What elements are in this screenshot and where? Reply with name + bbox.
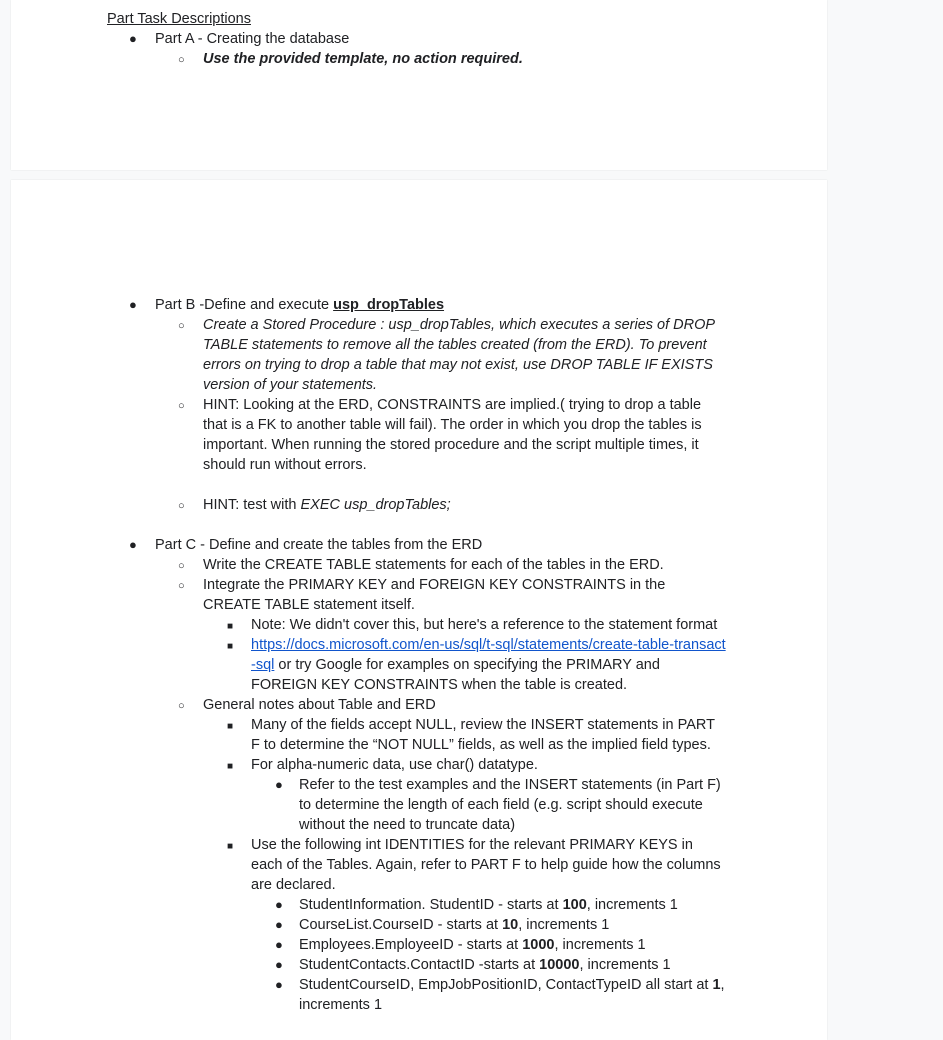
- bullet-disc: [275, 915, 283, 935]
- identity-item: [299, 955, 671, 975]
- part-c-item-2-line-2: CREATE TABLE statement itself.: [203, 597, 415, 613]
- identity-item-suffix: , increments 1: [554, 937, 646, 953]
- document-page-1: [11, 0, 827, 170]
- bullet-disc: [275, 955, 283, 975]
- identity-item-text: StudentContacts.ContactID -starts at: [299, 957, 540, 973]
- general-notes-heading: General notes about Table and ERD: [203, 697, 436, 713]
- identity-start-value: 1: [712, 977, 721, 993]
- identity-start-value: 10000: [539, 957, 580, 973]
- identity-item: [299, 915, 609, 935]
- length-note-line-3: without the need to truncate data): [299, 817, 516, 833]
- bullet-circle: [178, 315, 185, 336]
- identity-start-value: 100: [562, 897, 587, 913]
- bullet-circle: [178, 49, 185, 70]
- part-a-note: Use the provided template, no action required.: [203, 51, 523, 67]
- identity-item-suffix: , increments 1: [586, 897, 678, 913]
- bullet-disc: [275, 895, 283, 915]
- part-b-item-1-line-4: version of your statements.: [203, 377, 378, 393]
- identity-start-value: 10: [502, 917, 519, 933]
- identity-item-text: Employees.EmployeeID - starts at: [299, 937, 523, 953]
- identity-start-value: 1000: [522, 937, 555, 953]
- identity-item-text: StudentInformation. StudentID - starts at: [299, 897, 563, 913]
- part-b-item-2-line-2: that is a FK to another table will fail). The order in which you drop the tables is: [203, 417, 702, 433]
- part-c-item-1: Write the CREATE TABLE statements for each of the tables in the ERD.: [203, 557, 664, 573]
- part-b-item-1-line-3: errors on trying to drop a table that may not exist, use DROP TABLE IF EXISTS: [203, 357, 713, 373]
- part-a-title: Part A - Creating the database: [155, 31, 350, 47]
- identity-item-suffix: , increments 1: [579, 957, 671, 973]
- link-tail-line-2: FOREIGN KEY CONSTRAINTS when the table is created.: [251, 677, 628, 693]
- part-c-title: Part C - Define and create the tables from the ERD: [155, 537, 483, 553]
- bullet-square: [227, 615, 233, 637]
- document-page-2: [11, 180, 827, 1040]
- part-b-item-1-line-2: TABLE statements to remove all the tables created (from the ERD). To prevent: [203, 337, 707, 353]
- create-table-docs-link-text[interactable]: https://docs.microsoft.com/en-us/sql/t-sql/statements/create-table-transact: [251, 637, 726, 653]
- section-heading: Part Task Descriptions: [107, 11, 251, 27]
- identity-note-line-1: Use the following int IDENTITIES for the relevant PRIMARY KEYS in: [251, 837, 693, 853]
- bullet-disc: [275, 935, 283, 955]
- identity-item: [299, 935, 646, 955]
- null-note-line-2: F to determine the “NOT NULL” fields, as well as the implied field types.: [251, 737, 711, 753]
- bullet-disc: [275, 775, 283, 795]
- bullet-disc: [129, 295, 137, 315]
- part-b-item-2-line-1: HINT: Looking at the ERD, CONSTRAINTS are implied.( trying to drop a table: [203, 397, 702, 413]
- bullet-disc: [129, 29, 137, 49]
- part-b-hint-text: HINT: test with: [203, 497, 301, 513]
- identity-item: [299, 895, 678, 915]
- bullet-square: [227, 755, 233, 777]
- bullet-square: [227, 835, 233, 857]
- part-c-reference-note: Note: We didn't cover this, but here's a reference to the statement format: [251, 617, 718, 633]
- identity-note-line-2: each of the Tables. Again, refer to PART F to help guide how the columns: [251, 857, 721, 873]
- identity-item-suffix: , increments 1: [518, 917, 610, 933]
- part-b-item-1-line-1: Create a Stored Procedure : usp_dropTables, which executes a series of DROP: [203, 317, 716, 333]
- bullet-circle: [178, 395, 185, 416]
- identity-item-text: CourseList.CourseID - starts at: [299, 917, 503, 933]
- bullet-circle: [178, 495, 185, 516]
- identity-item-continued: increments 1: [299, 997, 383, 1013]
- part-b-procedure-name: usp_dropTables: [333, 297, 445, 313]
- part-b-title: [155, 295, 444, 315]
- identity-note-line-3: are declared.: [251, 877, 336, 893]
- part-b-item-2-line-3: important. When running the stored procedure and the script multiple times, it: [203, 437, 699, 453]
- length-note-line-2: to determine the length of each field (e.g. script should execute: [299, 797, 703, 813]
- part-b-hint: [203, 495, 451, 515]
- bullet-square: [227, 715, 233, 737]
- identity-item-text: StudentCourseID, EmpJobPositionID, ContactTypeID all start at: [299, 977, 713, 993]
- part-b-item-2-line-4: should run without errors.: [203, 457, 367, 473]
- bullet-circle: [178, 555, 185, 576]
- part-b-title-text: Part B -Define and execute: [155, 297, 330, 313]
- null-note-line-1: Many of the fields accept NULL, review the INSERT statements in PART: [251, 717, 715, 733]
- create-table-docs-link[interactable]: [251, 635, 726, 655]
- identity-item-suffix: ,: [720, 977, 725, 993]
- bullet-disc: [275, 975, 283, 995]
- char-datatype-note: For alpha-numeric data, use char() datatype.: [251, 757, 538, 773]
- part-c-item-2-line-1: Integrate the PRIMARY KEY and FOREIGN KEY CONSTRAINTS in the: [203, 577, 666, 593]
- part-b-hint-code: EXEC usp_dropTables;: [300, 497, 451, 513]
- create-table-docs-link-end[interactable]: -sql: [251, 657, 275, 673]
- bullet-circle: [178, 695, 185, 716]
- bullet-disc: [129, 535, 137, 555]
- bullet-square: [227, 635, 233, 657]
- length-note-line-1: Refer to the test examples and the INSERT statements (in Part F): [299, 777, 721, 793]
- identity-item: [299, 975, 725, 995]
- link-tail-text: or try Google for examples on specifying the PRIMARY and: [274, 657, 660, 673]
- create-table-docs-link-continued: [251, 655, 660, 675]
- bullet-circle: [178, 575, 185, 596]
